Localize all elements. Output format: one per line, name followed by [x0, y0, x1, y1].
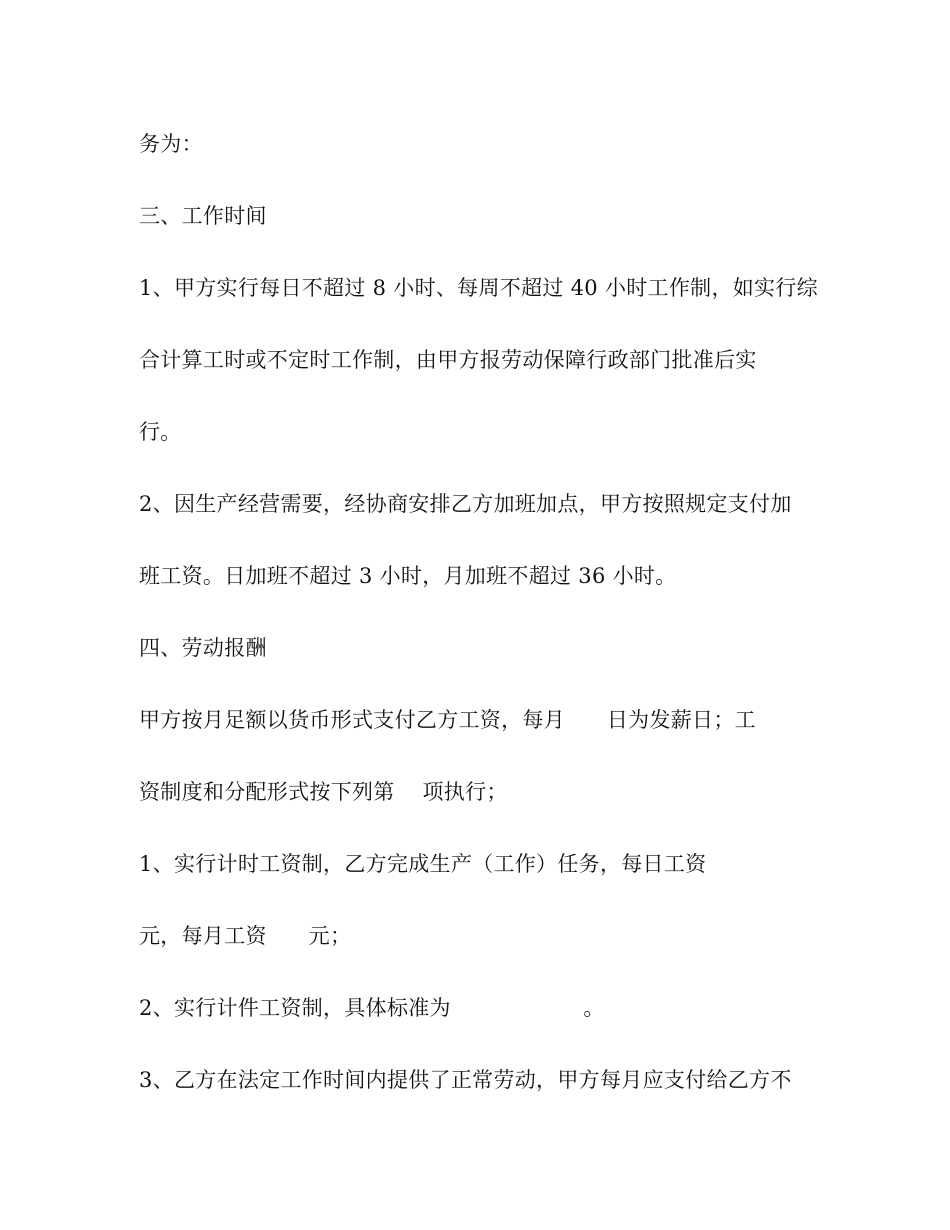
text-line: 3、乙方在法定工作时间内提供了正常劳动，甲方每月应支付给乙方不: [139, 1068, 792, 1092]
text-line: 合计算工时或不定时工作制，由甲方报劳动保障行政部门批准后实: [139, 348, 757, 372]
section-heading: 四、劳动报酬: [139, 636, 267, 660]
text-line: 元，每月工资 元；: [139, 924, 352, 948]
text-line: 2、因生产经营需要，经协商安排乙方加班加点，甲方按照规定支付加: [139, 492, 792, 516]
text-line: 1、甲方实行每日不超过 8 小时、每周不超过 40 小时工作制，如实行综: [139, 276, 818, 300]
text-line: 甲方按月足额以货币形式支付乙方工资，每月 日为发薪日；工: [139, 708, 756, 732]
text-line: 资制度和分配形式按下列第 项执行；: [139, 780, 508, 804]
section-heading: 三、工作时间: [139, 204, 267, 228]
text-line: 行。: [139, 420, 182, 444]
text-line: 务为：: [139, 132, 203, 156]
text-line: 班工资。日加班不超过 3 小时，月加班不超过 36 小时。: [139, 564, 677, 588]
text-line: 2、实行计件工资制，具体标准为 。: [139, 996, 605, 1020]
text-line: 1、实行计时工资制，乙方完成生产（工作）任务，每日工资: [139, 852, 707, 876]
